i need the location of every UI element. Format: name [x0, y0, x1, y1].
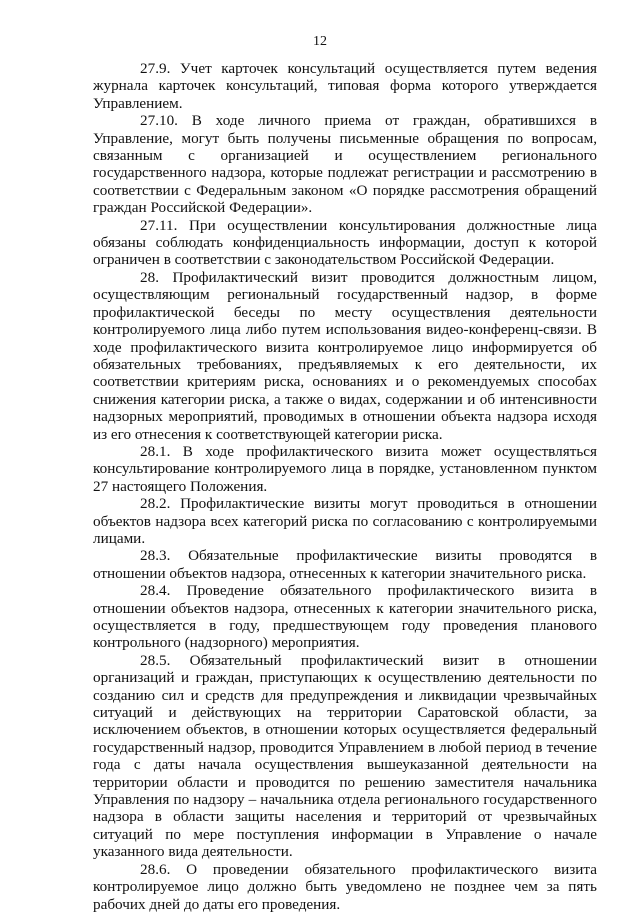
page-number: 12	[313, 34, 327, 49]
paragraph-28-3: 28.3. Обязательные профилактические визиты проводятся в отношении объектов надзора, отнесенных к категории значительного риска.	[93, 547, 597, 582]
paragraph-28-4: 28.4. Проведение обязательного профилактического визита в отношении объектов надзора, отнесенных к категории значительного риска, осуществляется в году, предшествующем году проведения планового контрольного (надзорного) мероприятия.	[93, 582, 597, 652]
paragraph-27-9: 27.9. Учет карточек консультаций осуществляется путем ведения журнала карточек консультаций, типовая форма которого утверждается Управлением.	[93, 60, 597, 112]
paragraph-28-1: 28.1. В ходе профилактического визита может осуществляться консультирование контролируемого лица в порядке, установленном пунктом 27 настоящего Положения.	[93, 442, 597, 495]
paragraph-28-5: 28.5. Обязательный профилактический визит в отношении организаций и граждан, приступающих к осуществлению деятельности по созданию сил и средств для предупреждения и ликвидации чрезвычайных ситуаций и действующих на территории Саратовской области, за исключением объектов, в отношении которых осуществляется федеральный государственный надзор, проводится Управлением в любой период в течение года с даты начала осуществления вышеуказанной деятельности на территории области и проводится по решению заместителя начальника Управления по надзору – начальника отдела регионального государственного надзора в области защиты населения и территорий от чрезвычайных ситуаций по мере поступления информации в Управление о начале указанного вида деятельности.	[93, 651, 597, 861]
paragraph-28-2: 28.2. Профилактические визиты могут проводиться в отношении объектов надзора всех категорий риска по согласованию с контролируемыми лицами.	[93, 495, 597, 547]
paragraph-27-10: 27.10. В ходе личного приема от граждан, обратившихся в Управление, могут быть получены письменные обращения по вопросам, связанным с организацией и осуществлением регионального государственного надзора, которые подлежат регистрации и рассмотрению в соответствии с Федеральным законом «О порядке рассмотрения обращений граждан Российской Федерации».	[93, 112, 597, 217]
document-body	[93, 60, 597, 913]
paragraph-28: 28. Профилактический визит проводится должностным лицом, осуществляющим региональный государственный надзор, в форме профилактической беседы по месту осуществления деятельности контролируемого лица либо путем использования видео-конференц-связи. В ходе профилактического визита контролируемое лицо информируется об обязательных требованиях, предъявляемых к его деятельности, их соответствии критериям риска, основаниях и о рекомендуемых способах снижения категории риска, а также о видах, содержании и об интенсивности надзорных мероприятий, проводимых в отношении объекта надзора исходя из его отнесения к соответствующей категории риска.	[93, 268, 597, 443]
paragraph-28-6: 28.6. О проведении обязательного профилактического визита контролируемое лицо должно быть уведомлено не позднее чем за пять рабочих дней до даты его проведения.	[93, 860, 597, 913]
paragraph-27-11: 27.11. При осуществлении консультирования должностные лица обязаны соблюдать конфиденциальность информации, доступ к которой ограничен в соответствии с законодательством Российской Федерации.	[93, 216, 597, 269]
